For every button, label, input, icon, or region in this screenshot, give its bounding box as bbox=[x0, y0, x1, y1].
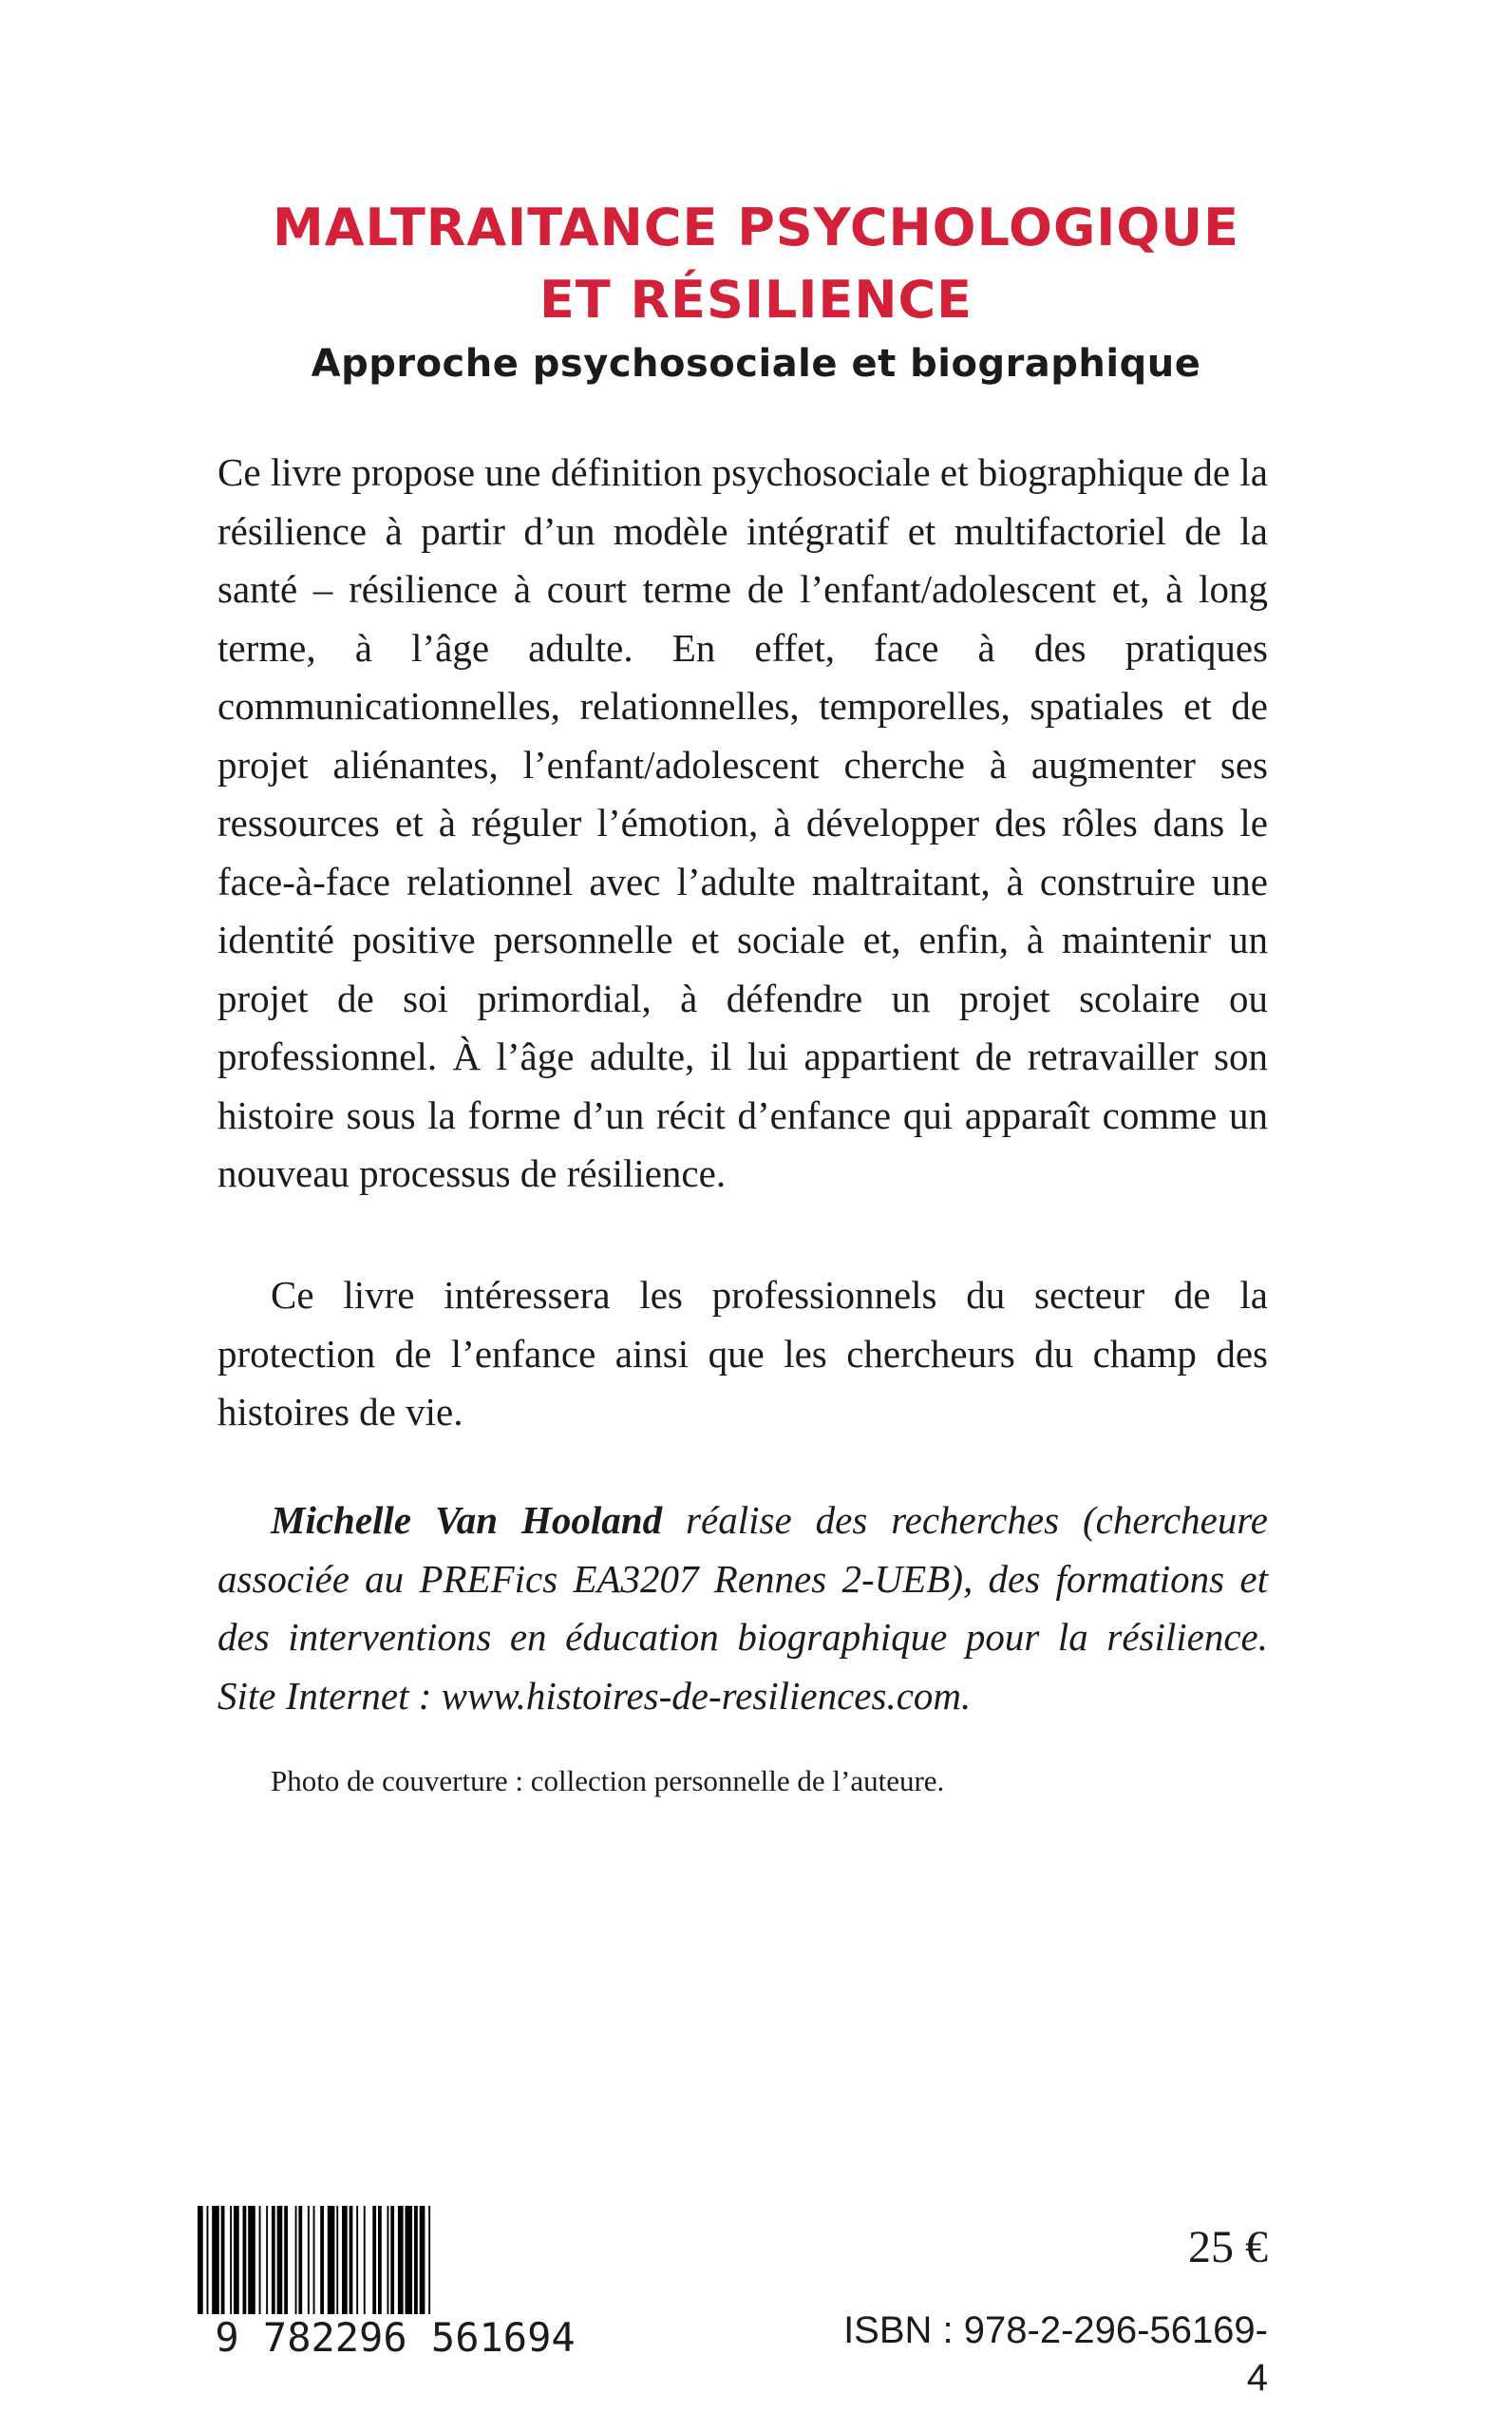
title-line-1: MALTRAITANCE PSYCHOLOGIQUE bbox=[272, 198, 1240, 257]
author-bio-text: réalise des recherches (chercheure associée au PREFics EA3207 Rennes 2-UEB), des formations et des interventions en éducation biographique pour la résilience. Site Internet : www.histoires-de-resiliences.com. bbox=[217, 1498, 1268, 1718]
price: 25 € bbox=[1188, 2222, 1268, 2272]
author-bio bbox=[217, 1491, 1268, 1725]
isbn: ISBN : 978-2-296-56169-4 bbox=[843, 2309, 1268, 2399]
title-line-2: ET RÉSILIENCE bbox=[539, 270, 973, 330]
author-name: Michelle Van Hooland bbox=[271, 1498, 663, 1542]
photo-credit: Photo de couverture : collection personnelle de l’auteure. bbox=[271, 1764, 945, 1797]
subtitle: Approche psychosociale et biographique bbox=[311, 342, 1201, 386]
barcode-digits: 9 782296 561694 bbox=[177, 2314, 614, 2362]
summary-paragraph-1: Ce livre propose une définition psychosociale et biographique de la résilience à partir d’un modèle intégratif et multifactoriel de la santé – résilience à court terme de l’enfant/adolescent et, à long terme, à l’âge adulte. En effet, face à des pratiques communicationnelles, relationnelles, temporelles, spatiales et de projet aliénantes, l’enfant/adolescent cherche à augmenter ses ressources et à réguler l’émotion, à développer des rôles dans le face-à-face relationnel avec l’adulte maltraitant, à construire une identité positive personnelle et sociale et, enfin, à maintenir un projet de soi primordial, à défendre un projet scolaire ou professionnel. À l’âge adulte, il lui appartient de retravailler son histoire sous la forme d’un récit d’enfance qui apparaît comme un nouveau processus de résilience. bbox=[217, 450, 1268, 1195]
summary-paragraph-2: Ce livre intéressera les professionnels du secteur de la protection de l’enfance ainsi que les chercheurs du champ des histoires de vie. bbox=[217, 1273, 1268, 1434]
